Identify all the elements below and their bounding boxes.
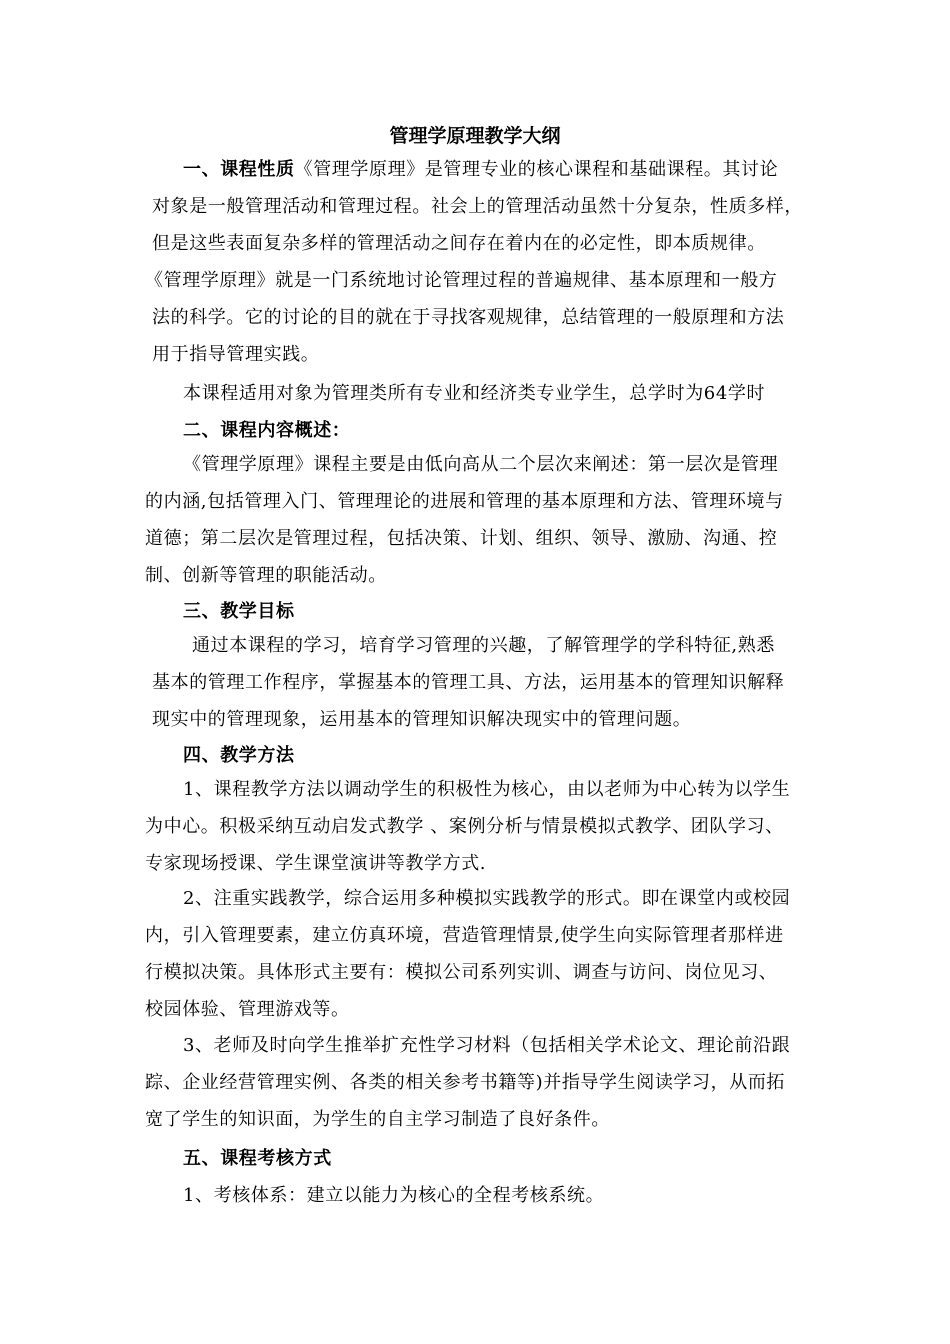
section-4-p1-line-1: 1、课程教学方法以调动学生的积极性为核心，由以老师为中心转为以学生 xyxy=(183,779,791,800)
section-2-heading: 二、课程内容概述： xyxy=(183,420,351,441)
section-2-line-4: 制、创新等管理的职能活动。 xyxy=(145,565,387,586)
section-1-line-4: 《管理学原理》就是一门系统地讨论管理过程的普遍规律、基本原理和一般方 xyxy=(145,270,778,291)
section-4-heading: 四、教学方法 xyxy=(183,745,295,766)
section-1-text: 《管理学原理》是管理专业的核心课程和基础课程。其讨论 xyxy=(294,159,779,180)
section-1-line-6: 用于指导管理实践。 xyxy=(152,344,320,365)
section-4-p1-line-2: 为中心。积极采纳互动启发式教学 、案例分析与情景模拟式教学、团队学习、 xyxy=(145,816,784,837)
section-2-line-3: 道德；第二层次是管理过程，包括决策、计划、组织、领导、激励、沟通、控 xyxy=(145,528,778,549)
section-4-p3-line-2: 踪、企业经营管理实例、各类的相关参考书籍等)并指导学生阅读学习，从而拓 xyxy=(145,1072,786,1093)
section-5-heading: 五、课程考核方式 xyxy=(183,1148,332,1169)
section-3-line-3: 现实中的管理现象，运用基本的管理知识解决现实中的管理问题。 xyxy=(152,709,692,730)
section-1-line-3: 但是这些表面复杂多样的管理活动之间存在着内在的必定性，即本质规律。 xyxy=(152,233,766,254)
section-1-line-1 xyxy=(183,158,778,182)
section-1-heading: 一、课程性质 xyxy=(183,159,295,180)
section-4-p2-line-2: 内，引入管理要素，建立仿真环境，营造管理情景,使学生向实际管理者那样进 xyxy=(145,925,784,946)
section-4-p2-line-1: 2、注重实践教学，综合运用多种模拟实践教学的形式。即在课堂内或校园 xyxy=(183,888,791,909)
document-title: 管理学原理教学大纲 xyxy=(389,125,561,147)
section-5-line-1: 1、考核体系：建立以能力为核心的全程考核系统。 xyxy=(183,1185,605,1206)
section-4-p2-line-4: 校园体验、管理游戏等。 xyxy=(145,999,350,1020)
section-2-line-2: 的内涵,包括管理入门、管理理论的进展和管理的基本原理和方法、管理环境与 xyxy=(145,491,784,512)
section-4-p3-line-3: 宽了学生的知识面，为学生的自主学习制造了良好条件。 xyxy=(145,1109,610,1130)
section-3-line-2: 基本的管理工作程序，掌握基本的管理工具、方法，运用基本的管理知识解释 xyxy=(152,672,785,693)
section-4-p3-line-1: 3、老师及时向学生推举扩充性学习材料（包括相关学术论文、理论前沿跟 xyxy=(183,1035,791,1056)
section-4-p2-line-3: 行模拟决策。具体形式主要有：模拟公司系列实训、调查与访问、岗位见习、 xyxy=(145,962,778,983)
section-1-line-7: 本课程适用对象为管理类所有专业和经济类专业学生，总学时为64学时 xyxy=(183,383,766,404)
section-1-line-5: 法的科学。它的讨论的目的就在于寻找客观规律，总结管理的一般原理和方法 xyxy=(152,307,785,328)
section-4-p1-line-3: 专家现场授课、学生课堂演讲等教学方式. xyxy=(145,853,487,874)
section-1-line-2: 对象是一般管理活动和管理过程。社会上的管理活动虽然十分复杂，性质多样， xyxy=(152,196,803,217)
section-3-line-1: 通过本课程的学习，培育学习管理的兴趣，了解管理学的学科特征,熟悉 xyxy=(192,635,775,656)
section-3-heading: 三、教学目标 xyxy=(183,601,295,622)
section-2-line-1: 《管理学原理》课程主要是由低向高从二个层次来阐述：第一层次是管理 xyxy=(183,454,779,475)
